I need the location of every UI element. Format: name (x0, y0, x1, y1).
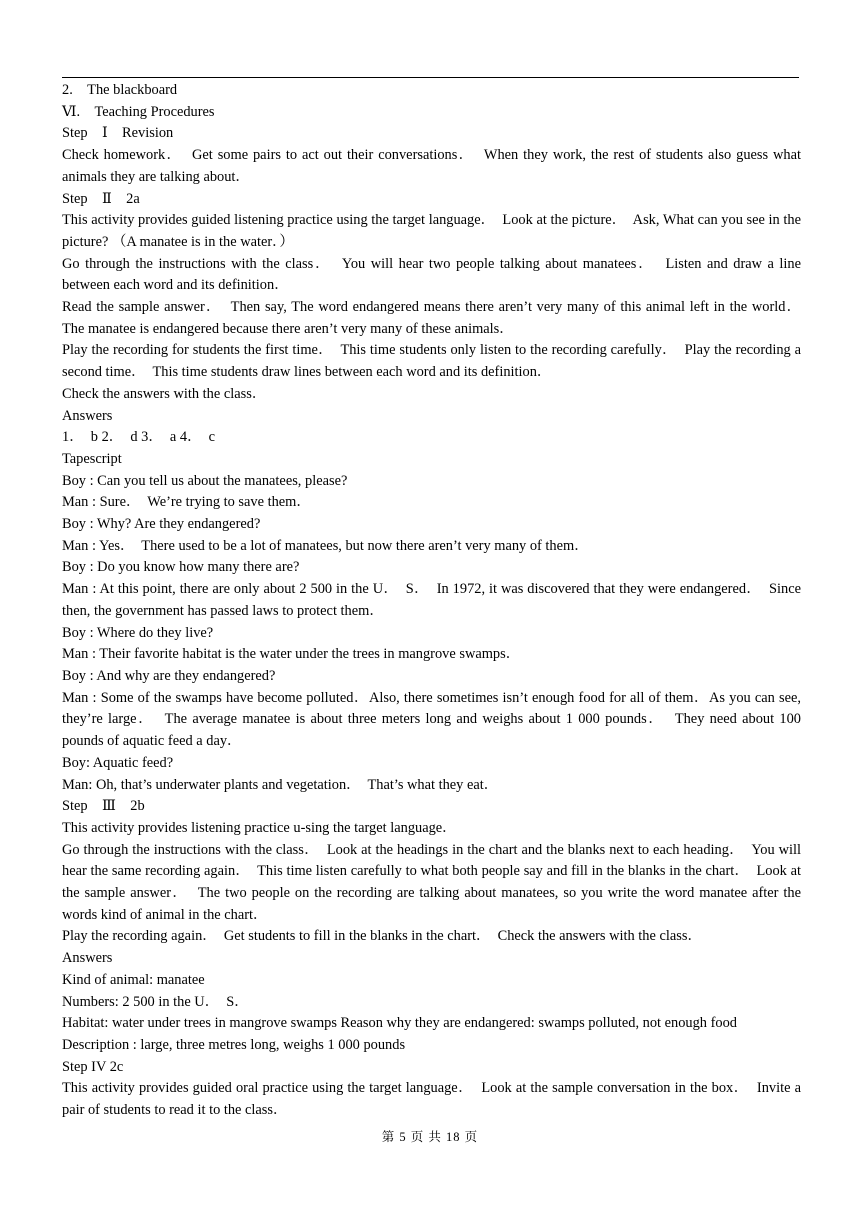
paragraph: This activity provides guided listening practice using the target language． Look at the picture． Ask, What can you see in the picture? （A manatee is in the water．） (62, 212, 805, 250)
paragraph: Play the recording again． Get students to fill in the blanks in the chart． Check the answers with the class． (62, 928, 702, 945)
step-heading: Step IV 2c (62, 1058, 124, 1075)
paragraph: Go through the instructions with the class． You will hear two people talking about manatees． Listen and draw a line between each word and its definition． (62, 255, 805, 294)
page-footer: 第 5 页 共 18 页 (381, 1130, 479, 1144)
answer-line: Habitat: water under trees in mangrove swamps Reason why they are endangered: swamps polluted, not enough food (62, 1015, 737, 1032)
dialogue-line: Boy: Aquatic feed? (62, 754, 174, 771)
dialogue-line: Boy : Why? Are they endangered? (62, 516, 261, 533)
dialogue-line: Man : Some of the swamps have become polluted．Also, there sometimes isn’t enough food for all of them．As you can see, they’re large． The average manatee is about three meters long and weighs about 1 000 pounds． They need about 100 pounds of aquatic feed a day． (62, 689, 805, 750)
paragraph: Read the sample answer． Then say, The word endangered means there aren’t very many of this animal left in the world． The manatee is endangered because there aren’t very many of these animals． (62, 299, 809, 337)
answer-line: Numbers: 2 500 in the U． S． (62, 993, 249, 1010)
paragraph: Check the answers with the class． (62, 385, 267, 402)
section-heading: Ⅵ. Teaching Procedures (62, 103, 215, 120)
paragraph: This activity provides listening practice u-sing the target language． (62, 819, 457, 836)
tapescript-label: Tapescript (62, 450, 122, 467)
paragraph: Play the recording for students the first time． This time students only listen to the recording carefully． Play the recording a second time． This time students draw lines between each word and its definition． (62, 342, 805, 381)
dialogue-line: Man: Oh, that’s underwater plants and vegetation． That’s what they eat． (62, 776, 499, 793)
answer-line: Description : large, three metres long, weighs 1 000 pounds (62, 1036, 406, 1053)
dialogue-line: Boy : Where do they live? (62, 624, 214, 641)
answers-label: Answers (62, 407, 113, 424)
paragraph: Go through the instructions with the class． Look at the headings in the chart and the blanks next to each heading． You will hear the same recording again． This time listen carefully to what both people say and fill in the blanks in the chart． Look at the sample answer． The two people on the recording are talking about manatees, so you write the word manatee after the words kind of animal in the chart． (62, 841, 805, 923)
heading-blackboard: 2. The blackboard (62, 82, 178, 98)
dialogue-line: Man : Yes． There used to be a lot of manatees, but now there aren’t very many of them． (62, 537, 589, 554)
answer-line: Kind of animal: manatee (62, 971, 205, 988)
step-heading: Step Ⅱ 2a (62, 190, 140, 207)
paragraph: Check homework． Get some pairs to act out their conversations． When they work, the rest of students also guess what animals they are talking about． (62, 147, 805, 185)
page-body (62, 80, 809, 1122)
dialogue-line: Boy : Can you tell us about the manatees, please? (62, 472, 348, 489)
dialogue-line: Man : At this point, there are only about 2 500 in the U． S． In 1972, it was discovered that they were endangered． Since then, the government has passed laws to protect them． (62, 581, 805, 619)
header-rule (62, 77, 799, 78)
dialogue-line: Man : Sure． We’re trying to save them． (62, 494, 311, 511)
dialogue-line: Boy : And why are they endangered? (62, 667, 276, 684)
paragraph: This activity provides guided oral practice using the target language． Look at the sample conversation in the box． Invite a pair of students to read it to the class． (62, 1080, 805, 1119)
dialogue-line: Boy : Do you know how many there are? (62, 559, 300, 576)
dialogue-line: Man : Their favorite habitat is the water under the trees in mangrove swamps． (62, 646, 521, 663)
answers-list: 1． b 2． d 3． a 4． c (62, 429, 216, 446)
answers-label: Answers (62, 950, 113, 967)
step-heading: Step Ⅲ 2b (62, 798, 145, 815)
step-heading: Step Ⅰ Revision (62, 125, 174, 142)
